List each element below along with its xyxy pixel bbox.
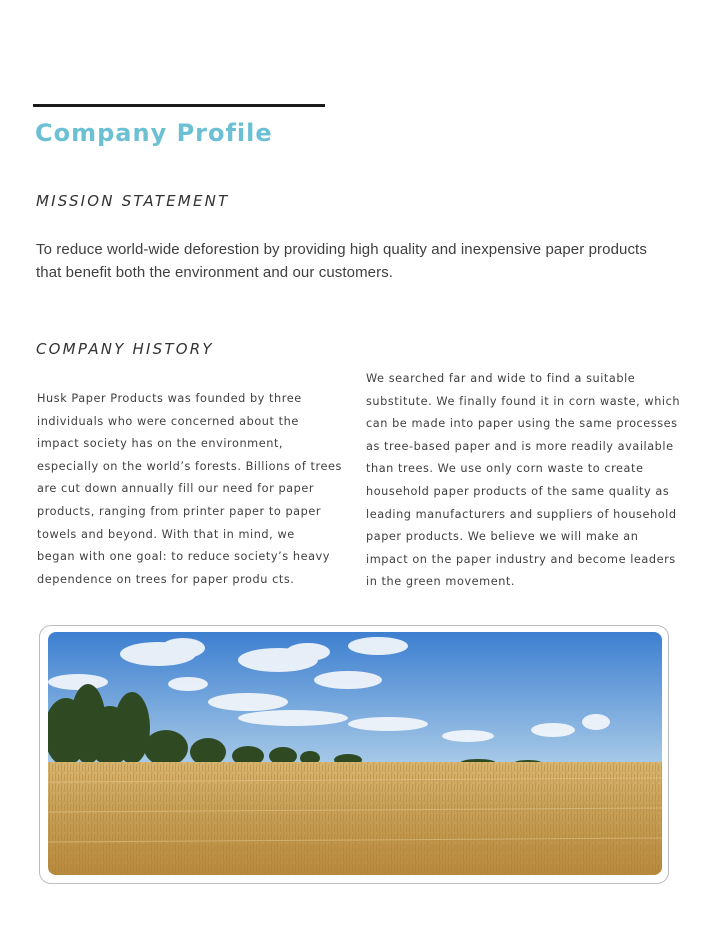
history-line: products, ranging from printer paper to paper: [37, 504, 322, 518]
history-line: in the green movement.: [366, 575, 516, 589]
history-line: can be made into paper using the same processes: [366, 417, 678, 431]
history-heading: COMPANY HISTORY: [36, 340, 214, 358]
history-line: Husk Paper Products was founded by three: [37, 392, 302, 405]
history-line: paper products. We believe we will make an: [366, 530, 639, 544]
history-column-left: [37, 388, 342, 591]
history-line: household paper products of the same quality as: [366, 484, 670, 498]
wheat-field-photo: [48, 632, 662, 875]
history-line: began with one goal: to reduce society’s heavy: [37, 550, 331, 564]
mission-heading: MISSION STATEMENT: [36, 192, 230, 210]
history-line: are cut down annually fill our need for paper: [37, 482, 315, 496]
history-line: dependence on trees for paper produ cts.: [37, 572, 295, 586]
history-line: substitute. We finally found it in corn waste, which: [366, 394, 681, 408]
title-rule: [33, 104, 325, 107]
history-column-right: [366, 368, 680, 594]
mission-text: To reduce world-wide deforestion by providing high quality and inexpensive paper products that benefit both the environment and our customers.: [36, 241, 647, 281]
history-line: as tree-based paper and is more readily available: [366, 439, 674, 453]
history-line: individuals who were concerned about the: [37, 414, 299, 428]
history-line: than trees. We use only corn waste to create: [366, 462, 644, 476]
page-title: Company Profile: [35, 119, 273, 147]
history-line: impact on the paper industry and become leaders: [366, 552, 676, 566]
history-line: towels and beyond. With that in mind, we: [37, 527, 295, 541]
history-line: especially on the world’s forests. Billions of trees: [37, 459, 342, 473]
history-line: impact society has on the environment,: [37, 437, 284, 451]
history-line: We searched far and wide to find a suitable: [366, 372, 636, 385]
history-line: leading manufacturers and suppliers of household: [366, 507, 677, 521]
